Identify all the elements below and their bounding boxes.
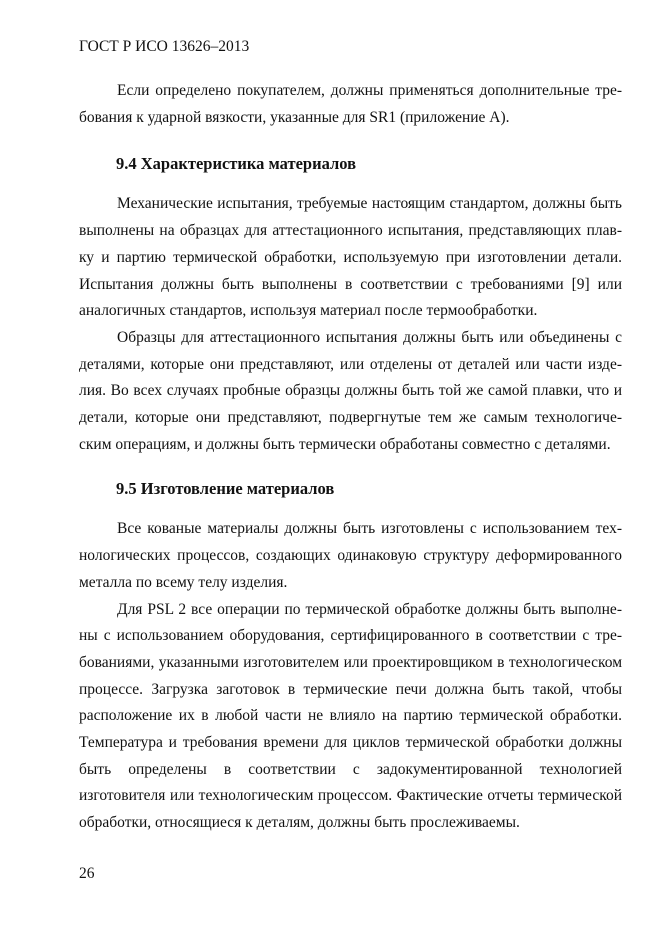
section-9-4-paragraph-2: Образцы для аттестационного испытания должны быть или объединены с деталями, которые они представляют, или отделены от деталей или части изделия. Во всех случаях пробные образцы должны быть той же самой плавки, что и детали, которые они представляют, подвергнутые тем же самым технологическим операциям, и должны быть термически обработаны совместно с деталями. [79,328,622,453]
intro-paragraph: Если определено покупателем, должны применяться дополнительные требования к ударной вязкости, указанные для SR1 (приложение А). [79,82,622,126]
section-9-4-heading: 9.4 Характеристика материалов [116,154,356,174]
standard-designation: ГОСТ Р ИСО 13626–2013 [79,38,250,55]
page-content [79,78,622,837]
section-9-5-paragraph-2: Для PSL 2 все операции по термической обработке должны быть выполнены с использованием оборудования, сертифицированного в соответствии с требованиями, указанными изготовителем или проектировщиком в технологическом процессе. Загрузка заготовок в термические печи должна быть такой, чтобы расположение их в любой части не влияло на партию термической обработки. Температура и требования времени для циклов термической обработки должны быть определены в соответствии с задокументированной технологией изготовителя или технологическим процессом. Фактические отчеты термической обработки, относящиеся к деталям, должны быть прослеживаемы. [79,600,622,832]
section-9-5-paragraph-1: Все кованые материалы должны быть изготовлены с использованием технологических процессов, создающих одинаковую структуру деформированного металла по всему телу изделия. [79,520,622,591]
section-9-5-heading: 9.5 Изготовление материалов [116,479,335,499]
section-9-4-paragraph-1: Механические испытания, требуемые настоящим стандартом, должны быть выполнены на образцах для аттестационного испытания, представляющих плавку и партию термической обработки, используемую при изготовлении детали. Испытания должны быть выполнены в соответствии с требованиями [9] или аналогичных стандартов, используя материал после термообработки. [79,195,622,320]
page-number: 26 [79,865,95,882]
